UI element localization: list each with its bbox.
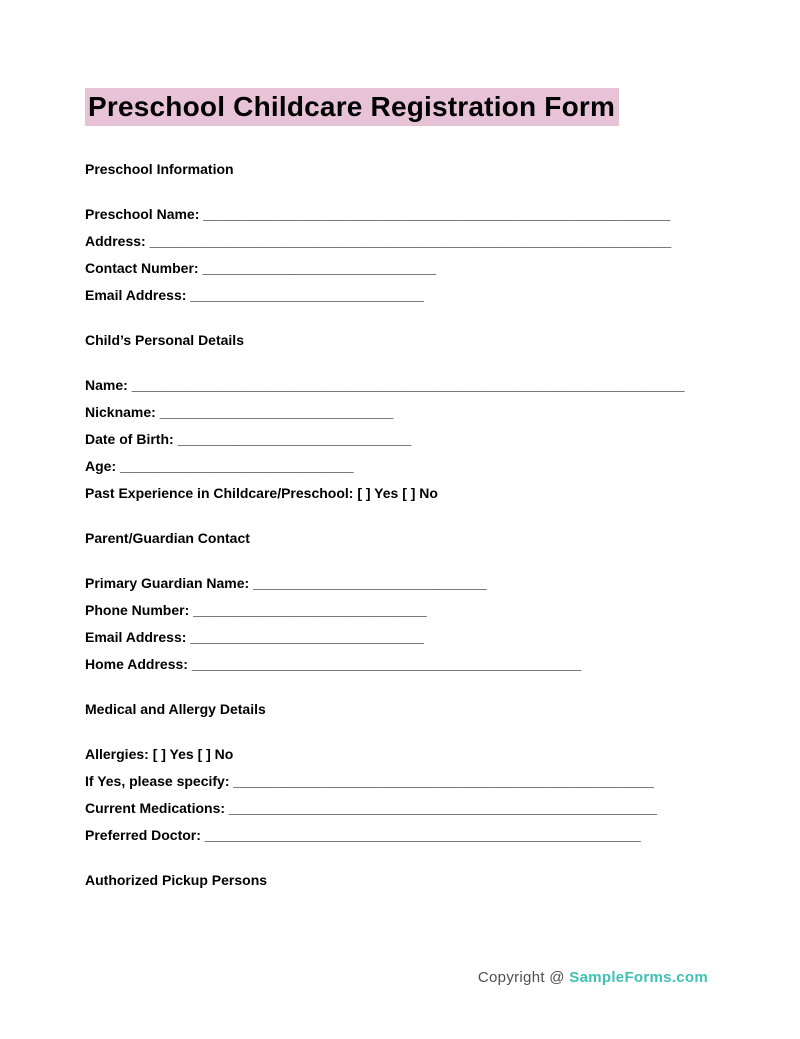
field-row-phone-number [85, 601, 710, 619]
field-row-nickname [85, 403, 710, 421]
field-label: Past Experience in Childcare/Preschool: [85, 485, 354, 501]
section-heading-parent-guardian-contact: Parent/Guardian Contact [85, 530, 250, 546]
blank-line: _______________________________________________________ [228, 800, 658, 816]
field-label: Current Medications: [85, 800, 226, 816]
field-row-guardian-email-address [85, 628, 710, 646]
field-row-allergies [85, 745, 710, 763]
blank-line: ______________________________________________________ [233, 773, 654, 789]
field-label: Contact Number: [85, 260, 199, 276]
blank-line: ______________________________ [159, 404, 394, 420]
field-row-preferred-doctor [85, 826, 710, 844]
field-row-preschool-name [85, 205, 710, 223]
blank-line: _______________________________________________________________________ [131, 377, 685, 393]
blank-line: ___________________________________________________________________ [149, 233, 672, 249]
field-label: Age: [85, 458, 117, 474]
blank-line: ______________________________ [190, 287, 424, 303]
field-label: Phone Number: [85, 602, 190, 618]
copyright-text: Copyright @ [477, 969, 565, 986]
field-label: Preferred Doctor: [85, 827, 201, 843]
page-title-highlight: Preschool Childcare Registration Form [85, 88, 619, 126]
blank-line: ______________________________ [120, 458, 354, 474]
footer [478, 968, 708, 988]
field-label: Date of Birth: [85, 431, 174, 447]
field-label: Allergies: [85, 746, 149, 762]
page-title [85, 88, 710, 126]
field-row-contact-number [85, 259, 710, 277]
blank-line: ______________________________ [202, 260, 437, 276]
field-row-email-address [85, 286, 710, 304]
field-row-primary-guardian-name [85, 574, 710, 592]
field-row-name [85, 376, 710, 394]
field-label: Address: [85, 233, 146, 249]
field-label: Home Address: [85, 656, 188, 672]
section-heading-preschool-information: Preschool Information [85, 161, 234, 177]
blank-line: ______________________________ [177, 431, 412, 447]
field-row-home-address [85, 655, 710, 673]
section-heading-medical-allergy-details: Medical and Allergy Details [85, 701, 266, 717]
field-row-age [85, 457, 710, 475]
field-row-past-experience [85, 484, 710, 502]
field-label: If Yes, please specify: [85, 773, 230, 789]
section-heading-childs-personal-details: Child’s Personal Details [85, 332, 244, 348]
field-row-current-medications [85, 799, 710, 817]
yes-no-checkboxes: [ ] Yes [ ] No [152, 746, 234, 762]
field-row-date-of-birth [85, 430, 710, 448]
field-label: Primary Guardian Name: [85, 575, 250, 591]
sampleforms-link[interactable]: SampleForms.com [569, 969, 708, 986]
field-label: Preschool Name: [85, 206, 200, 222]
blank-line: __________________________________________________ [191, 656, 582, 672]
field-row-if-yes-specify [85, 772, 710, 790]
blank-line: ____________________________________________________________ [203, 206, 671, 222]
blank-line: ________________________________________________________ [204, 827, 641, 843]
blank-line: ______________________________ [190, 629, 424, 645]
field-label: Email Address: [85, 287, 187, 303]
blank-line: ______________________________ [253, 575, 487, 591]
field-label: Name: [85, 377, 128, 393]
section-heading-authorized-pickup-persons: Authorized Pickup Persons [85, 872, 268, 888]
blank-line: ______________________________ [193, 602, 427, 618]
field-label: Nickname: [85, 404, 156, 420]
field-label: Email Address: [85, 629, 187, 645]
yes-no-checkboxes: [ ] Yes [ ] No [357, 485, 438, 501]
field-row-address [85, 232, 710, 250]
